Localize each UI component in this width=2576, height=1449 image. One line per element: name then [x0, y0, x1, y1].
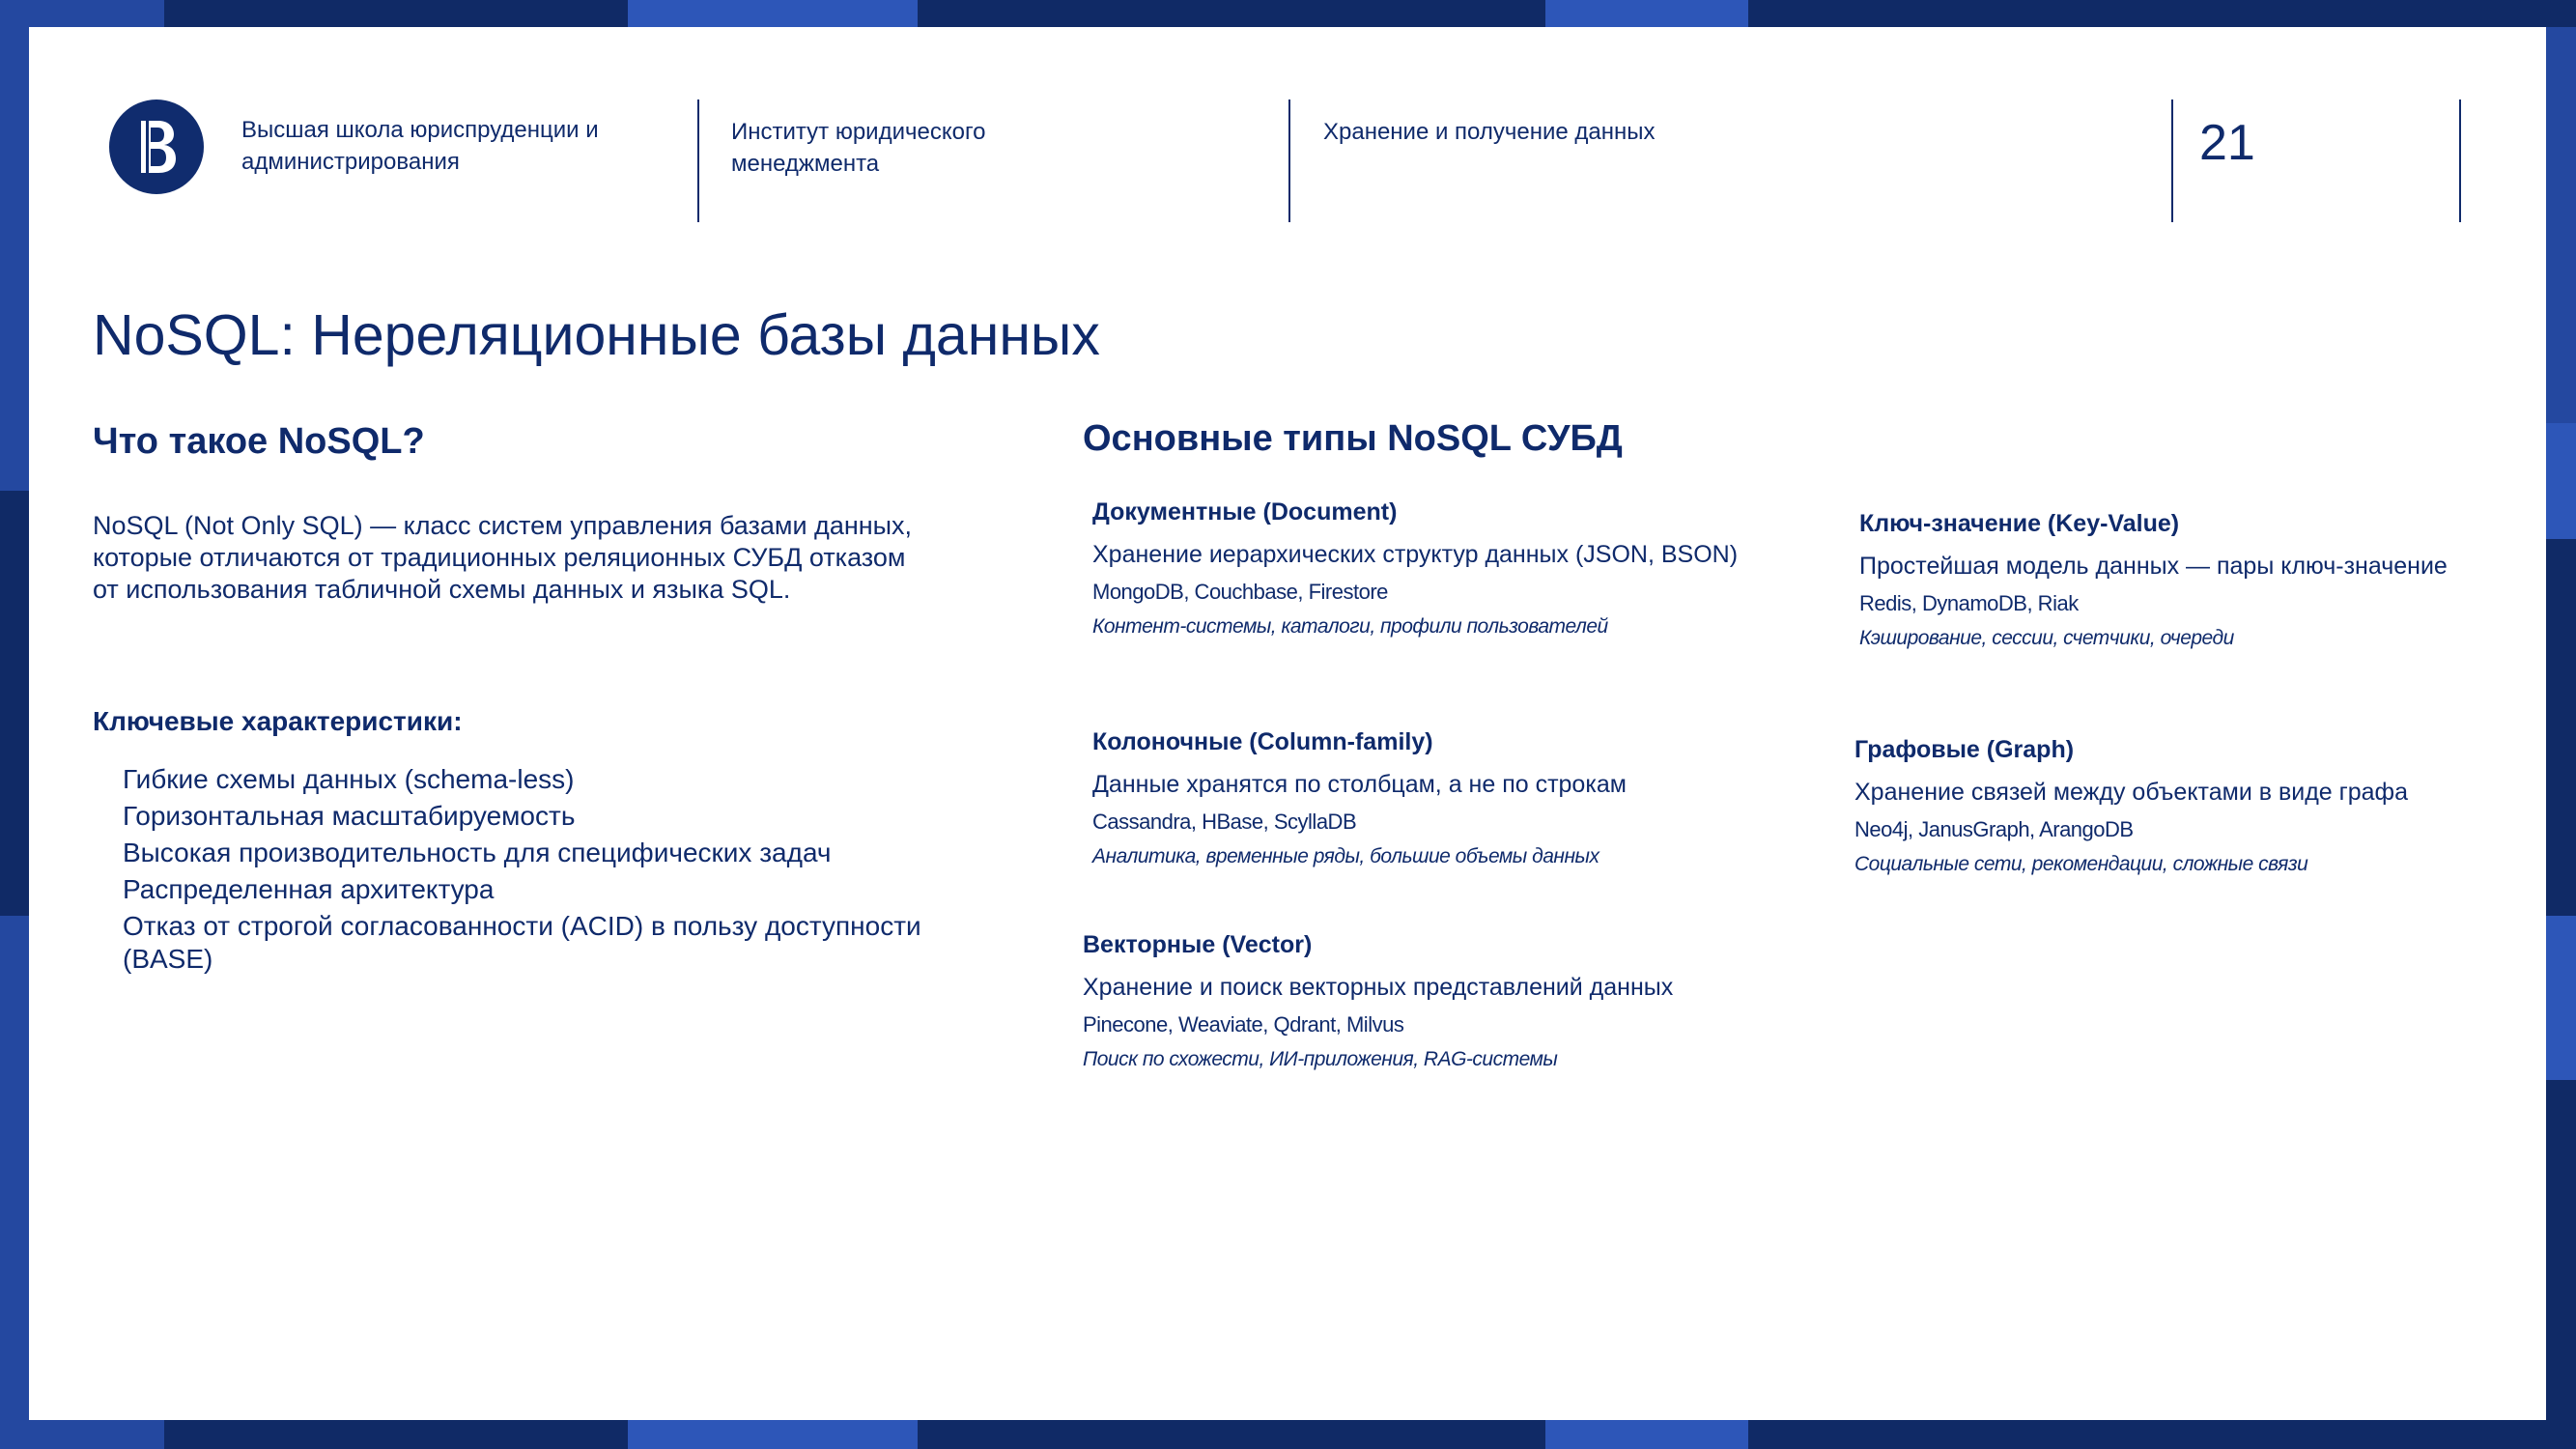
institute-name: Институт юридического менеджмента: [731, 119, 986, 177]
type-title: Колоночные (Column-family): [1092, 728, 1433, 755]
type-examples: Neo4j, JanusGraph, ArangoDB: [1854, 817, 2134, 841]
topic-name: Хранение и получение данных: [1323, 119, 1656, 145]
type-use-cases: Кэширование, сессии, счетчики, очереди: [1859, 627, 2234, 649]
frame-decoration: [2546, 423, 2576, 539]
features-heading: Ключевые характеристики:: [93, 706, 463, 736]
type-use-cases: Поиск по схожести, ИИ-приложения, RAG-системы: [1083, 1048, 1558, 1070]
logo-emblem-icon: [127, 113, 185, 181]
frame-decoration: [1748, 0, 2576, 27]
frame-decoration: [0, 1420, 164, 1449]
section-heading-types: Основные типы NoSQL СУБД: [1083, 418, 1623, 459]
frame-decoration: [0, 491, 29, 916]
header-divider: [2459, 99, 2461, 222]
type-examples: Cassandra, HBase, ScyllaDB: [1092, 810, 1357, 834]
type-card-column-family: [1092, 727, 1627, 870]
list-item: Высокая производительность для специфических задач: [123, 838, 832, 867]
school-name: Высшая школа юриспруденции и администрирования: [241, 117, 599, 175]
frame-decoration: [918, 0, 1545, 27]
definition-paragraph: NoSQL (Not Only SQL) — класс систем управления базами данных, которые отличаются от традиционных реляционных СУБД отказом от использования табличной схемы данных и языка SQL.: [93, 511, 913, 604]
frame-decoration: [1545, 1420, 1748, 1449]
type-examples: Pinecone, Weaviate, Qdrant, Milvus: [1083, 1012, 1404, 1037]
header-divider: [697, 99, 699, 222]
type-description: Простейшая модель данных — пары ключ-значение: [1859, 553, 2448, 580]
frame-decoration: [0, 27, 29, 491]
frame-decoration: [0, 0, 164, 27]
frame-decoration: [164, 0, 628, 27]
type-card-graph: [1854, 735, 2408, 878]
type-title: Графовые (Graph): [1854, 736, 2075, 763]
header-divider: [1288, 99, 1290, 222]
type-title: Документные (Document): [1092, 498, 1398, 526]
type-use-cases: Контент-системы, каталоги, профили пользователей: [1092, 615, 1608, 638]
frame-decoration: [2546, 916, 2576, 1080]
type-use-cases: Аналитика, временные ряды, большие объемы данных: [1092, 845, 1599, 867]
header-divider: [2171, 99, 2173, 222]
list-item: Распределенная архитектура: [123, 874, 495, 904]
type-description: Данные хранятся по столбцам, а не по строкам: [1092, 771, 1627, 798]
list-item: Гибкие схемы данных (schema-less): [123, 764, 575, 794]
frame-decoration: [628, 1420, 918, 1449]
frame-decoration: [164, 1420, 628, 1449]
type-card-document: [1092, 497, 1738, 640]
features-list: [123, 763, 944, 980]
type-card-key-value: [1859, 509, 2448, 652]
list-item: Отказ от строгой согласованности (ACID) в пользу доступности (BASE): [123, 911, 921, 974]
section-heading-what-is: Что такое NoSQL?: [93, 421, 425, 462]
frame-decoration: [628, 0, 918, 27]
frame-decoration: [918, 1420, 1545, 1449]
type-description: Хранение иерархических структур данных (JSON, BSON): [1092, 541, 1739, 568]
list-item: Горизонтальная масштабируемость: [123, 801, 576, 831]
slide: [29, 27, 2546, 1420]
type-examples: Redis, DynamoDB, Riak: [1859, 591, 2079, 615]
page-title: NoSQL: Нереляционные базы данных: [93, 303, 1100, 367]
type-card-vector: [1083, 930, 1673, 1073]
frame-decoration: [1545, 0, 1748, 27]
type-title: Векторные (Vector): [1083, 931, 1313, 958]
frame-decoration: [2546, 1080, 2576, 1420]
frame-decoration: [0, 916, 29, 1420]
type-title: Ключ-значение (Key-Value): [1859, 510, 2180, 537]
type-use-cases: Социальные сети, рекомендации, сложные связи: [1854, 853, 2308, 875]
type-examples: MongoDB, Couchbase, Firestore: [1092, 580, 1388, 604]
frame-decoration: [2546, 27, 2576, 423]
university-logo: [109, 99, 204, 194]
type-description: Хранение связей между объектами в виде графа: [1854, 779, 2409, 806]
type-description: Хранение и поиск векторных представлений данных: [1083, 974, 1674, 1001]
frame-decoration: [1748, 1420, 2576, 1449]
frame-decoration: [2546, 539, 2576, 916]
page-number: 21: [2199, 115, 2255, 171]
